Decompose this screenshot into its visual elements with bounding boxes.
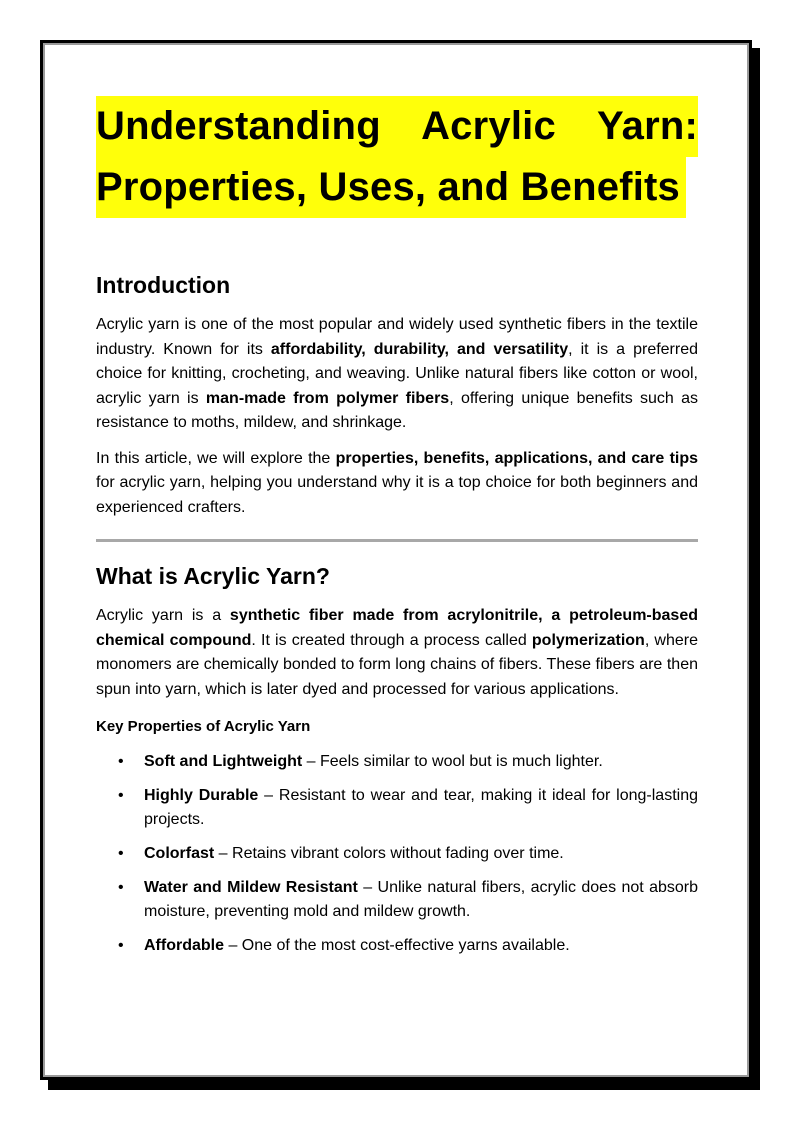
key-properties-subheading: Key Properties of Acrylic Yarn bbox=[96, 718, 311, 735]
text-run: for acrylic yarn, helping you understand why it is a top choice for both beginners and experienced crafters. bbox=[96, 474, 698, 516]
property-description: – One of the most cost-effective yarns available. bbox=[224, 937, 570, 954]
list-item bbox=[96, 784, 698, 832]
what-is-heading: What is Acrylic Yarn? bbox=[96, 563, 330, 589]
list-item bbox=[96, 750, 698, 774]
property-description: – Feels similar to wool but is much lighter. bbox=[302, 753, 603, 770]
bullet-icon: • bbox=[118, 879, 124, 896]
list-item bbox=[96, 842, 698, 866]
bold-text-run: polymerization bbox=[531, 631, 645, 649]
property-name: Highly Durable bbox=[144, 787, 259, 804]
property-name: Water and Mildew Resistant bbox=[144, 879, 358, 896]
property-description: – Unlike natural fibers, acrylic does not absorb moisture, preventing mold and mildew growth. bbox=[144, 879, 699, 920]
what-is-paragraph bbox=[96, 604, 698, 702]
list-item bbox=[96, 876, 698, 924]
title-line-1: Understanding Acrylic Yarn: bbox=[96, 96, 698, 157]
introduction-heading: Introduction bbox=[96, 272, 231, 298]
title-line-2: Properties, Uses, and Benefits bbox=[96, 157, 686, 218]
bullet-icon: • bbox=[118, 787, 124, 804]
document-title bbox=[96, 96, 698, 218]
text-run: , offering unique benefits such as resistance to moths, mildew, and shrinkage. bbox=[96, 389, 699, 431]
text-run: , it is a preferred choice for knitting, crocheting, and weaving. Unlike natural fibers like cotton or wool, acrylic yarn is bbox=[96, 340, 699, 407]
bullet-icon: • bbox=[118, 845, 124, 862]
section-divider bbox=[96, 539, 698, 542]
bullet-icon: • bbox=[118, 937, 124, 954]
bold-text-run: properties, benefits, applications, and care tips bbox=[335, 449, 699, 467]
text-run: . It is created through a process called bbox=[251, 631, 532, 649]
list-item bbox=[96, 934, 698, 958]
text-run: Acrylic yarn is a bbox=[96, 607, 230, 624]
bullet-icon: • bbox=[118, 753, 124, 770]
bold-text-run: affordability, durability, and versatility bbox=[270, 340, 569, 358]
introduction-paragraph-2 bbox=[96, 447, 698, 521]
document-content bbox=[96, 96, 698, 968]
property-name: Affordable bbox=[144, 937, 224, 954]
property-name: Soft and Lightweight bbox=[144, 753, 303, 770]
properties-list bbox=[96, 750, 698, 958]
bold-text-run: synthetic fiber made from acrylonitrile, a petroleum-based chemical compound bbox=[96, 607, 698, 649]
text-run: , where monomers are chemically bonded to form long chains of fibers. These fibers are then spun into yarn, which is later dyed and processed for various applications. bbox=[96, 631, 698, 698]
bold-text-run: man-made from polymer fibers bbox=[205, 389, 450, 407]
property-description: – Retains vibrant colors without fading over time. bbox=[214, 845, 564, 862]
text-run: In this article, we will explore the bbox=[96, 449, 336, 467]
introduction-paragraph-1 bbox=[96, 313, 698, 436]
property-name: Colorfast bbox=[144, 845, 215, 862]
property-description: – Resistant to wear and tear, making it ideal for long-lasting projects. bbox=[144, 787, 698, 828]
text-run: Acrylic yarn is one of the most popular and widely used synthetic fibers in the textile industry. Known for its bbox=[96, 316, 698, 358]
